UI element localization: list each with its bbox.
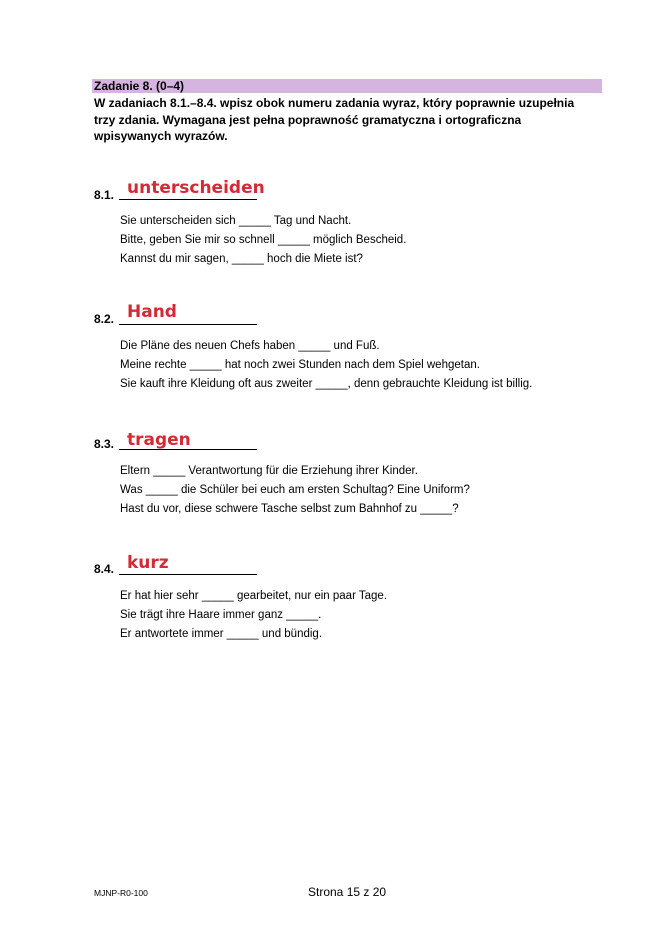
sentence: Hast du vor, diese schwere Tasche selbst zum Bahnhof zu _____? xyxy=(120,503,459,515)
sentence: Sie kauft ihre Kleidung oft aus zweiter _____, denn gebrauchte Kleidung ist billig. xyxy=(120,378,533,390)
sentence: Er antwortete immer _____ und bündig. xyxy=(120,628,323,640)
sentence: Eltern _____ Verantwortung für die Erziehung ihrer Kinder. xyxy=(120,465,418,477)
handwritten-answer: unterscheiden xyxy=(127,178,265,198)
item-number: 8.1. xyxy=(94,188,115,202)
sentence: Er hat hier sehr _____ gearbeitet, nur ein paar Tage. xyxy=(120,590,388,602)
task-title: Zadanie 8. (0–4) xyxy=(92,79,602,93)
task-instruction: W zadaniach 8.1.–8.4. wpisz obok numeru zadania wyraz, który poprawnie uzupełnia trzy zdania. Wymagana jest pełna poprawność gramatyczna i ortograficzna wpisywanych wyrazów. xyxy=(94,96,575,143)
page-number: Strona 15 z 20 xyxy=(308,885,387,899)
answer-line xyxy=(119,324,257,325)
answer-line xyxy=(119,199,257,200)
sentence: Kannst du mir sagen, _____ hoch die Miete ist? xyxy=(120,253,363,265)
sentence: Meine rechte _____ hat noch zwei Stunden nach dem Spiel wehgetan. xyxy=(120,359,480,371)
sentence-list xyxy=(120,212,406,269)
item-number: 8.3. xyxy=(94,437,115,451)
sentence-list xyxy=(120,337,532,394)
item-number: 8.4. xyxy=(94,562,115,576)
sentence-list xyxy=(120,587,387,644)
handwritten-answer: Hand xyxy=(127,302,177,322)
sentence: Sie unterscheiden sich _____ Tag und Nacht. xyxy=(120,215,352,227)
exam-code: MJNP-R0-100 xyxy=(94,888,148,898)
handwritten-answer: kurz xyxy=(127,553,169,573)
sentence: Die Pläne des neuen Chefs haben _____ und Fuß. xyxy=(120,340,380,352)
item-number: 8.2. xyxy=(94,312,115,326)
handwritten-answer: tragen xyxy=(127,430,191,450)
sentence: Bitte, geben Sie mir so schnell _____ möglich Bescheid. xyxy=(120,234,407,246)
sentence-list xyxy=(120,462,470,519)
sentence: Was _____ die Schüler bei euch am ersten Schultag? Eine Uniform? xyxy=(120,484,470,496)
answer-line xyxy=(119,574,257,575)
sentence: Sie trägt ihre Haare immer ganz _____. xyxy=(120,609,322,621)
